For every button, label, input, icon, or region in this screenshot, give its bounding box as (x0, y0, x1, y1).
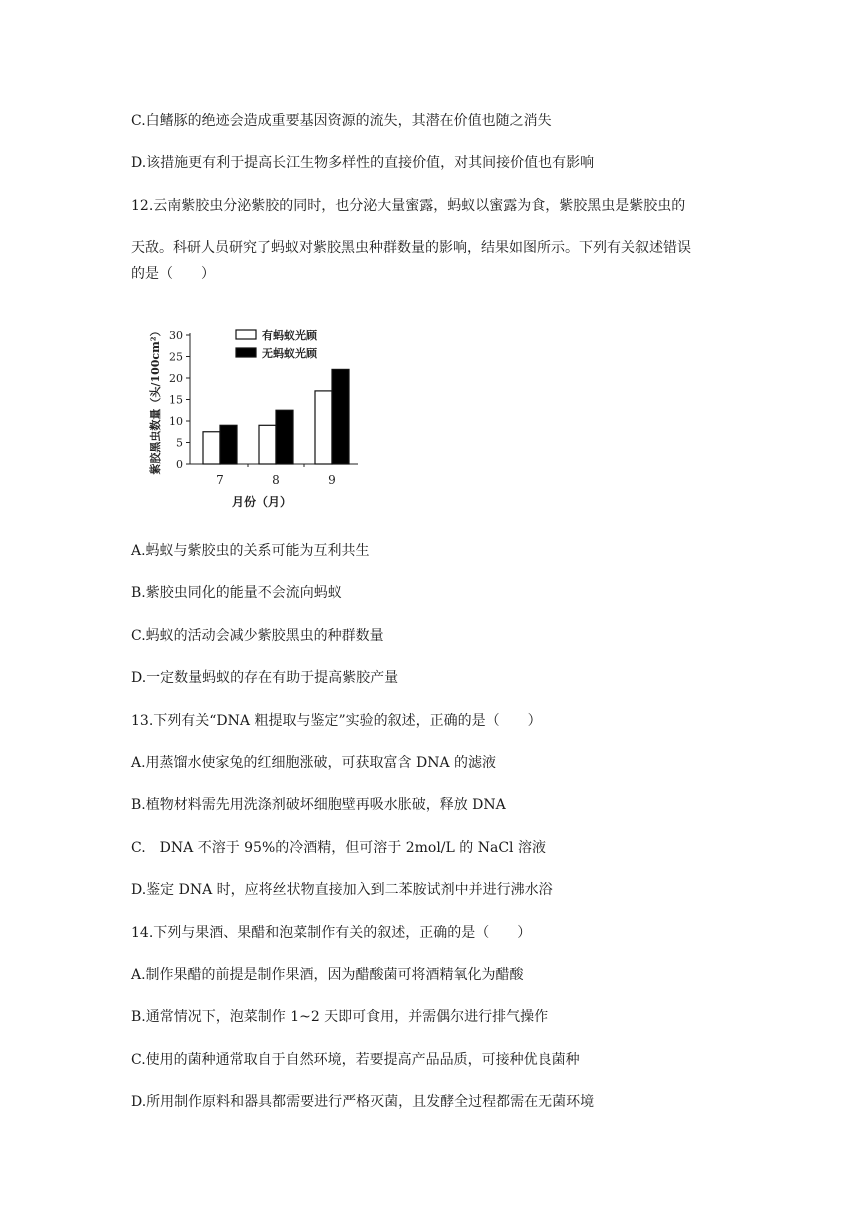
bar-with-ants-9 (315, 391, 332, 464)
text-line: A.用蒸馏水使家兔的红细胞涨破，可获取富含 DNA 的滤液 (131, 755, 497, 771)
text-line: D.该措施更有利于提高长江生物多样性的直接价值，对其间接价值也有影响 (131, 155, 595, 171)
text-line: 13.下列有关“DNA 粗提取与鉴定”实验的叙述，正确的是（ ） (131, 713, 542, 729)
x-tick-label: 7 (216, 473, 224, 487)
bar-without-ants-9 (332, 369, 349, 464)
y-tick-label: 0 (176, 458, 183, 471)
text-line: B.植物材料需先用洗涤剂破坏细胞壁再吸水胀破，释放 DNA (131, 797, 506, 813)
text-line: D.所用制作原料和器具都需要进行严格灭菌，且发酵全过程都需在无菌环境 (131, 1094, 595, 1110)
text-line: A.制作果醋的前提是制作果酒，因为醋酸菌可将酒精氧化为醋酸 (131, 967, 524, 983)
chart-legend (236, 328, 318, 360)
x-axis-label: 月份（月） (231, 495, 293, 509)
y-tick-label: 10 (169, 415, 183, 428)
x-tick-label: 8 (272, 473, 280, 487)
text-line: B.紫胶虫同化的能量不会流向蚂蚁 (131, 585, 342, 601)
legend-label: 有蚂蚁光顾 (262, 329, 317, 342)
text-line: D.鉴定 DNA 时，应将丝状物直接加入到二苯胺试剂中并进行沸水浴 (131, 882, 553, 898)
bar-without-ants-8 (276, 410, 293, 464)
bar-without-ants-7 (220, 425, 237, 464)
text-line: C.蚂蚁的活动会减少紫胶黑虫的种群数量 (131, 628, 384, 644)
text-line: A.蚂蚁与紫胶虫的关系可能为互利共生 (131, 543, 370, 559)
y-axis (169, 329, 190, 471)
text-line: 12.云南紫胶虫分泌紫胶的同时，也分泌大量蜜露，蚂蚁以蜜露为食，紫胶黑虫是紫胶虫的 (131, 198, 686, 214)
text-line: C.白鳍豚的绝迹会造成重要基因资源的流失，其潜在价值也随之消失 (131, 113, 552, 129)
y-axis-label: 紫胶黑虫数量（头/100cm²） (149, 325, 162, 475)
legend-label: 无蚂蚁光顾 (262, 347, 317, 360)
bar-with-ants-8 (259, 425, 276, 464)
y-tick-label: 25 (169, 350, 183, 364)
text-line: 14.下列与果酒、果醋和泡菜制作有关的叙述，正确的是（ ） (131, 925, 532, 941)
text-line: C.使用的菌种通常取自于自然环境，若要提高产品品质，可接种优良菌种 (131, 1052, 580, 1068)
x-tick-label: 9 (328, 473, 336, 487)
text-line: B.通常情况下，泡菜制作 1~2 天即可食用，并需偶尔进行排气操作 (131, 1009, 549, 1025)
y-tick-label: 15 (169, 393, 183, 407)
legend-swatch (236, 348, 256, 357)
y-tick-label: 20 (169, 372, 183, 385)
y-tick-label: 30 (169, 329, 183, 342)
x-axis (190, 464, 358, 487)
text-line: D.一定数量蚂蚁的存在有助于提高紫胶产量 (131, 670, 399, 686)
bar-with-ants-7 (203, 432, 220, 464)
legend-swatch (236, 330, 256, 339)
text-line: 的是（ ） (131, 266, 215, 282)
bars (203, 369, 349, 464)
y-tick-label: 5 (176, 436, 183, 450)
text-line: C. DNA 不溶于 95%的冷酒精，但可溶于 2mol/L 的 NaCl 溶液 (131, 840, 546, 856)
text-line: 天敌。科研人员研究了蚂蚁对紫胶黑虫种群数量的影响，结果如图所示。下列有关叙述错误 (131, 240, 691, 256)
bar-chart (140, 308, 380, 518)
